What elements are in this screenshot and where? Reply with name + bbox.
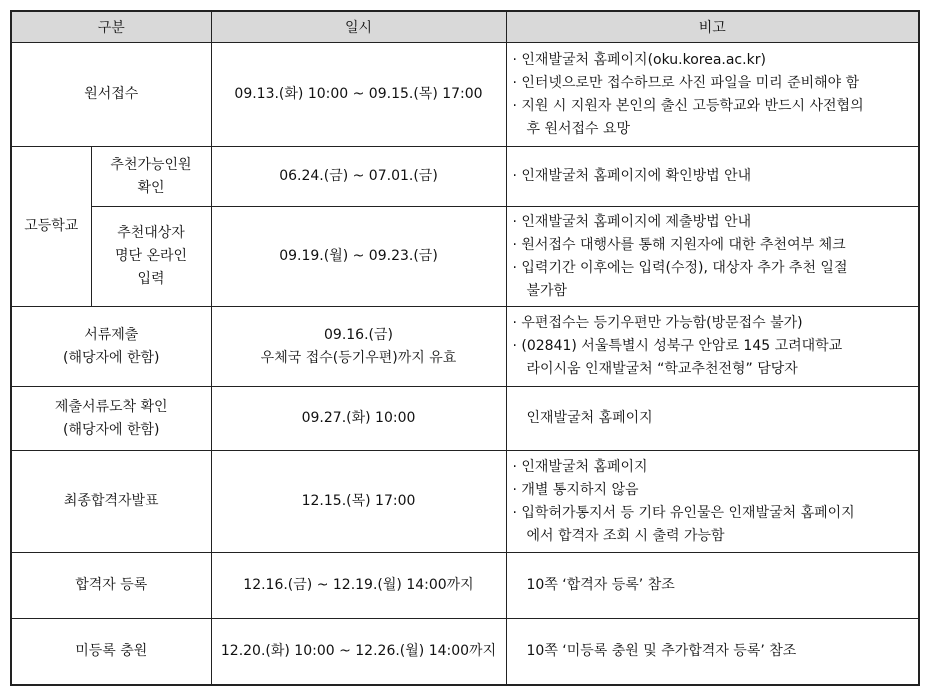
schedule-table xyxy=(10,10,920,686)
sublabel-line: 추천대상자 xyxy=(117,225,185,241)
row-date: 12.20.(화) 10:00 ~ 12.26.(월) 14:00까지 xyxy=(211,619,506,685)
note-line: 에서 합격자 조회 시 출력 가능함 xyxy=(526,527,725,544)
schedule-table-wrapper xyxy=(10,10,920,686)
table-row xyxy=(11,553,919,619)
note-line: · 지원 시 지원자 본인의 출신 고등학교와 반드시 사전협의 xyxy=(512,97,864,114)
sublabel-line: 입력 xyxy=(137,271,165,287)
header-row xyxy=(11,11,919,43)
note-line: · 우편접수는 등기우편만 가능함(방문접수 불가) xyxy=(512,315,803,331)
row-notes xyxy=(506,207,919,307)
row-label: 미등록 충원 xyxy=(11,619,211,685)
note-line: 10쪽 ‘미등록 충원 및 추가합격자 등록’ 참조 xyxy=(526,642,797,659)
note-line: 10쪽 ‘합격자 등록’ 참조 xyxy=(526,577,675,593)
row-notes xyxy=(506,307,919,387)
row-notes xyxy=(506,451,919,553)
label-line: (해당자에 한함) xyxy=(62,349,160,366)
row-label: 원서접수 xyxy=(11,43,211,147)
note-line: · (02841) 서울특별시 성북구 안암로 145 고려대학교 xyxy=(512,338,843,354)
note-line: 라이시움 인재발굴처 “학교추천전형” 담당자 xyxy=(526,361,798,377)
row-label: 최종합격자발표 xyxy=(11,451,211,553)
label-line: 서류제출 xyxy=(84,326,139,343)
note-line: · 인재발굴처 홈페이지 xyxy=(512,458,648,475)
row-sublabel xyxy=(91,207,211,307)
note-line: 불가함 xyxy=(526,282,568,299)
sublabel-line: 추천가능인원 xyxy=(110,156,192,173)
sublabel-line: 확인 xyxy=(137,179,165,196)
header-remarks: 비고 xyxy=(506,11,919,43)
table-row xyxy=(11,307,919,387)
label-line: 제출서류도착 확인 xyxy=(54,398,168,415)
note-line: · 개별 통지하지 않음 xyxy=(512,481,639,498)
note-line: 인재발굴처 홈페이지 xyxy=(526,410,653,426)
table-row xyxy=(11,451,919,553)
row-notes xyxy=(506,147,919,207)
row-label xyxy=(11,307,211,387)
table-row xyxy=(11,619,919,685)
row-date: 06.24.(금) ~ 07.01.(금) xyxy=(211,147,506,207)
row-date: 12.15.(목) 17:00 xyxy=(211,451,506,553)
row-date: 09.27.(화) 10:00 xyxy=(211,387,506,451)
header-category: 구분 xyxy=(11,11,211,43)
row-date: 12.16.(금) ~ 12.19.(월) 14:00까지 xyxy=(211,553,506,619)
sublabel-line: 명단 온라인 xyxy=(114,248,188,264)
note-line: 후 원서접수 요망 xyxy=(526,120,631,137)
date-line: 09.16.(금) xyxy=(324,326,393,343)
row-group-label: 고등학교 xyxy=(11,147,91,307)
row-date xyxy=(211,307,506,387)
header-datetime: 일시 xyxy=(211,11,506,43)
row-date: 09.13.(화) 10:00 ~ 09.15.(목) 17:00 xyxy=(211,43,506,147)
note-line: · 원서접수 대행사를 통해 지원자에 대한 추천여부 체크 xyxy=(512,236,846,253)
table-row xyxy=(11,387,919,451)
note-line: · 인재발굴처 홈페이지(oku.korea.ac.kr) xyxy=(512,51,766,68)
note-line: · 인터넷으로만 접수하므로 사진 파일을 미리 준비해야 함 xyxy=(512,74,860,91)
note-line: · 인재발굴처 홈페이지에 제출방법 안내 xyxy=(512,213,752,230)
label-line: (해당자에 한함) xyxy=(62,421,160,438)
table-row xyxy=(11,43,919,147)
table-row xyxy=(11,147,919,207)
row-label: 합격자 등록 xyxy=(11,553,211,619)
date-line: 우체국 접수(등기우편)까지 유효 xyxy=(260,349,457,366)
note-line: · 인재발굴처 홈페이지에 확인방법 안내 xyxy=(512,168,752,184)
row-date: 09.19.(월) ~ 09.23.(금) xyxy=(211,207,506,307)
note-line: · 입학허가통지서 등 기타 유인물은 인재발굴처 홈페이지 xyxy=(512,504,855,521)
row-label xyxy=(11,387,211,451)
row-sublabel xyxy=(91,147,211,207)
row-notes xyxy=(506,43,919,147)
row-notes xyxy=(506,619,919,685)
row-notes xyxy=(506,553,919,619)
note-line: · 입력기간 이후에는 입력(수정), 대상자 추가 추천 일절 xyxy=(512,259,848,276)
table-row xyxy=(11,207,919,307)
row-notes xyxy=(506,387,919,451)
